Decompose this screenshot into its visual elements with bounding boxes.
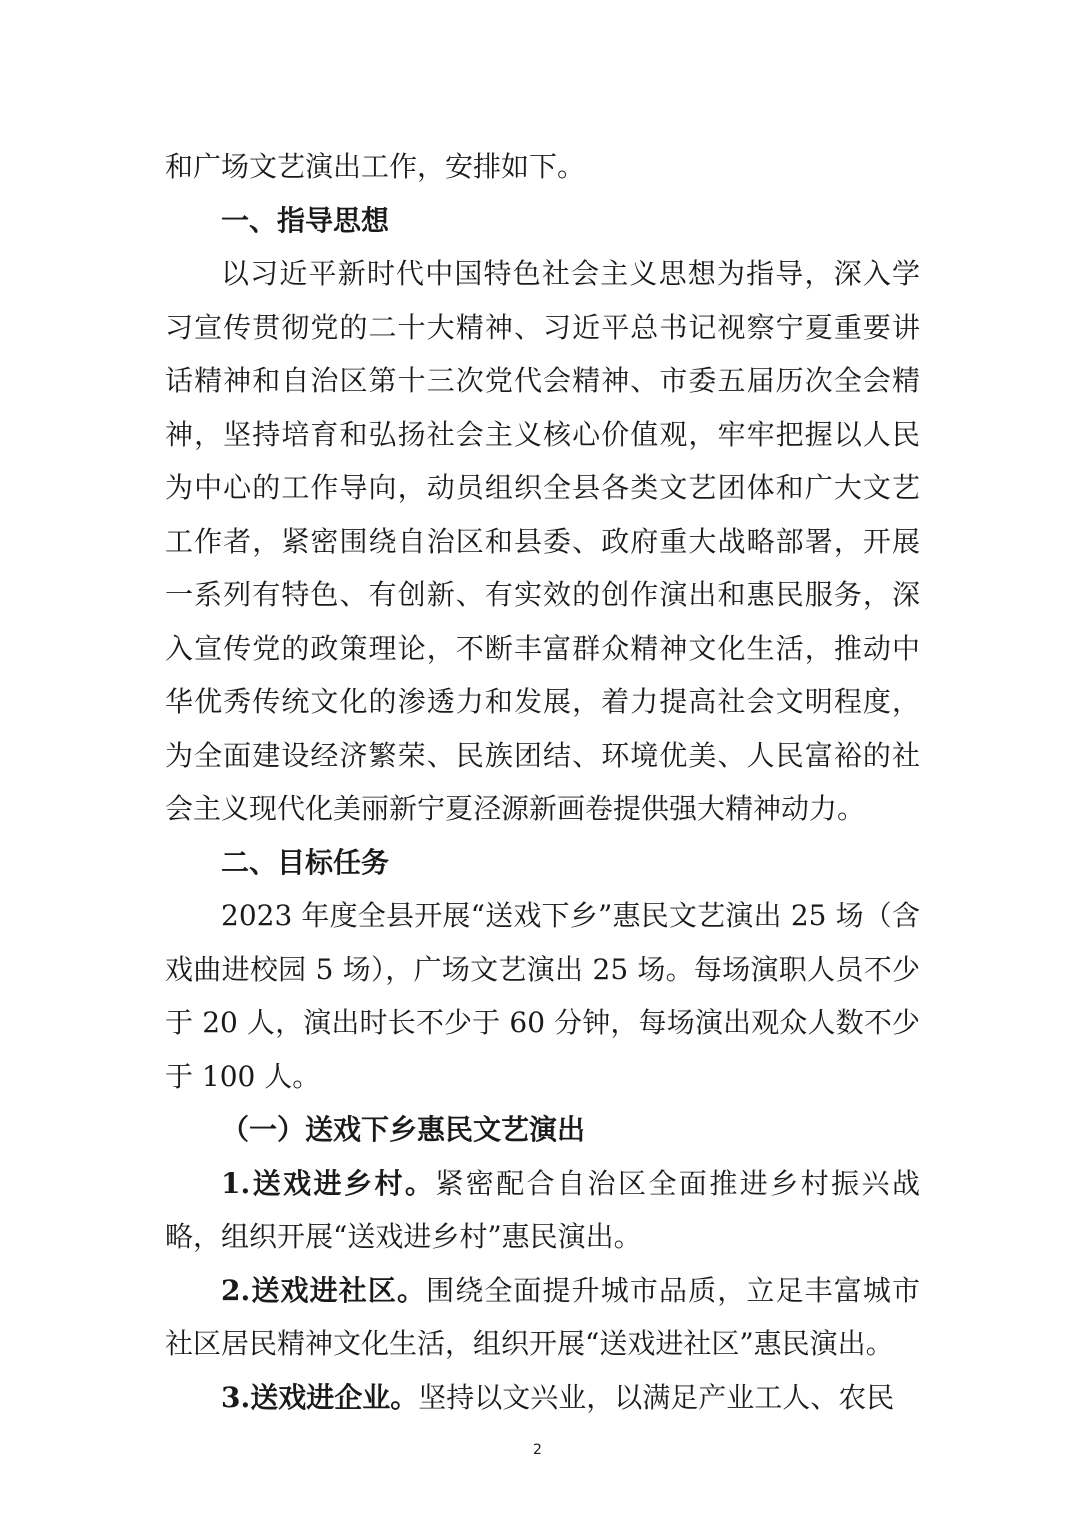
list-item-lead: 3.送戏进企业。 [221, 1380, 419, 1414]
list-item-text: 坚持以文兴业，以满足产业工人、农民 [418, 1380, 895, 1414]
heading-targets: 二、目标任务 [221, 845, 390, 879]
paragraph-targets: 2023 年度全县开展“送戏下乡”惠民文艺演出 25 场（含戏曲进校园 5 场），广场文艺演出 25 场。每场演职人员不少于 20 人，演出时长不少于 60 分钟，每场演出观众人数不少于 100 人。 [165, 899, 920, 1093]
subheading-rural-performances: （一）送戏下乡惠民文艺演出 [221, 1113, 586, 1146]
document-body [165, 140, 920, 1424]
paragraph-guiding-thought: 以习近平新时代中国特色社会主义思想为指导，深入学习宣传贯彻党的二十大精神、习近平总书记视察宁夏重要讲话精神和自治区第十三次党代会精神、市委五届历次全会精神，坚持培育和弘扬社会主义核心价值观，牢牢把握以人民为中心的工作导向，动员组织全县各类文艺团体和广大文艺工作者，紧密围绕自治区和县委、政府重大战略部署，开展一系列有特色、有创新、有实效的创作演出和惠民服务，深入宣传党的政策理论，不断丰富群众精神文化生活，推动中华优秀传统文化的渗透力和发展，着力提高社会文明程度，为全面建设经济繁荣、民族团结、环境优美、人民富裕的社会主义现代化美丽新宁夏泾源新画卷提供强大精神动力。 [165, 257, 920, 825]
list-item-communities [165, 1264, 920, 1371]
list-item-enterprises [165, 1371, 920, 1425]
list-item-villages [165, 1157, 920, 1264]
heading-guiding-thought: 一、指导思想 [221, 203, 390, 237]
list-item-lead: 1.送戏进乡村。 [221, 1166, 436, 1200]
page-number: 2 [533, 1442, 542, 1458]
list-item-lead: 2.送戏进社区。 [221, 1273, 427, 1307]
list-item-text: 围绕全面提升城市品质，立足丰富城市社区居民精神文化生活，组织开展“送戏进社区”惠民演出。 [165, 1273, 920, 1360]
list-item-text: 紧密配合自治区全面推进乡村振兴战略，组织开展“送戏进乡村”惠民演出。 [165, 1166, 920, 1253]
paragraph-intro-tail: 和广场文艺演出工作，安排如下。 [165, 150, 586, 183]
